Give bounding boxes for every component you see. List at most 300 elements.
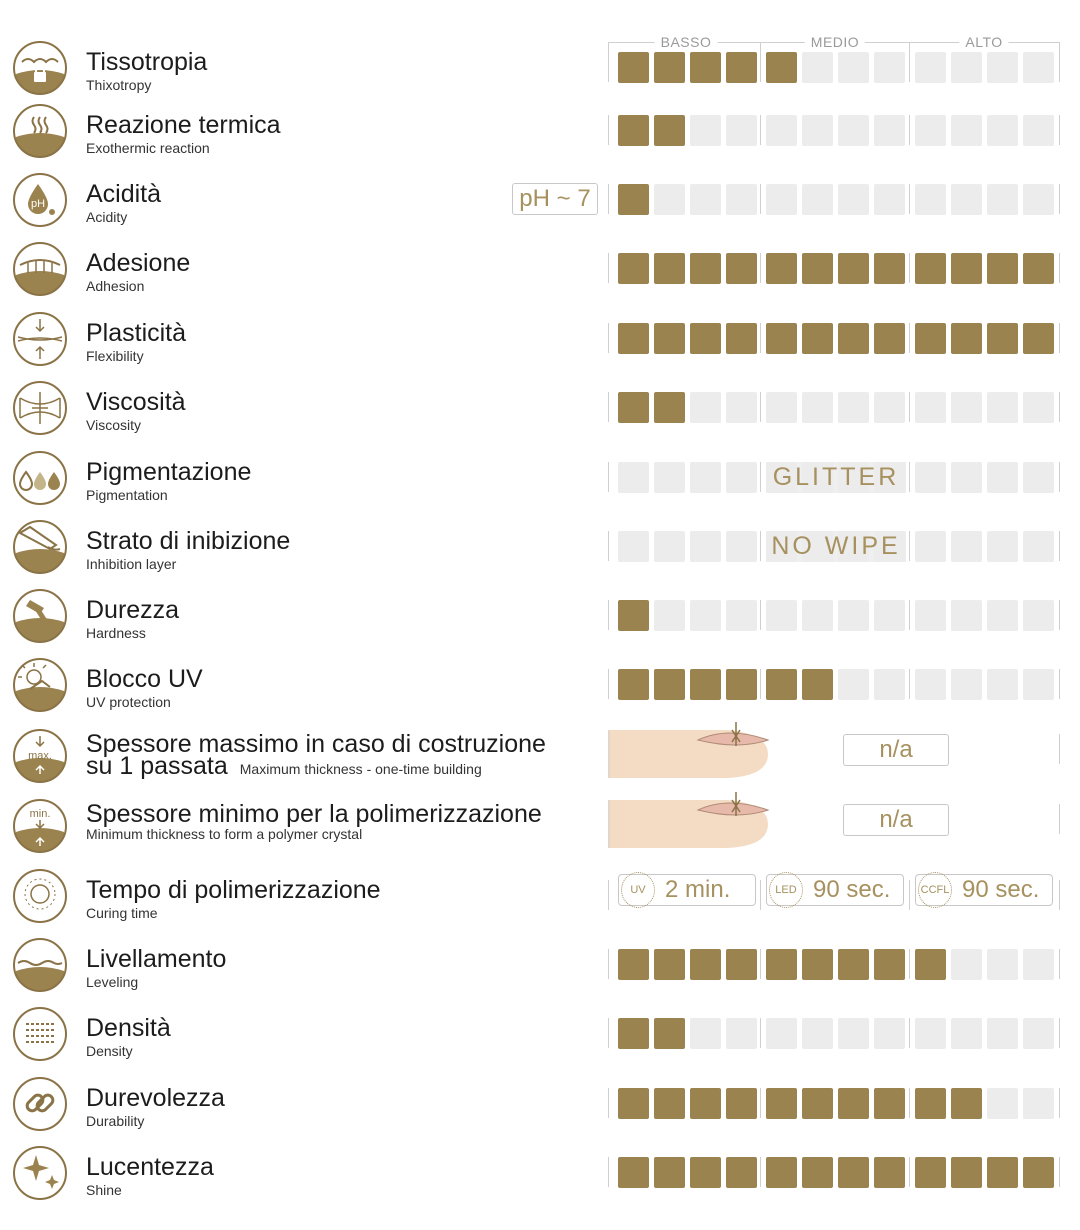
curing-box-ccfl xyxy=(915,874,1053,906)
scale-divider xyxy=(760,52,761,82)
scale-divider xyxy=(608,1018,609,1048)
scale-square xyxy=(766,600,797,631)
property-title: Pigmentazione xyxy=(86,458,252,486)
min-thickness-icon xyxy=(12,798,68,854)
flex-arrows-icon xyxy=(12,311,68,367)
property-title: Blocco UV xyxy=(86,665,203,693)
property-title: Livellamento xyxy=(86,945,227,973)
property-subtitle: Curing time xyxy=(86,905,158,921)
scale-divider xyxy=(1059,1157,1060,1187)
scale-square xyxy=(874,1018,905,1049)
scale-divider xyxy=(608,531,609,561)
scale-square xyxy=(838,184,869,215)
rating-scale xyxy=(608,582,1060,651)
scale-divider xyxy=(608,184,609,214)
property-subtitle: Exothermic reaction xyxy=(86,140,210,156)
scale-square xyxy=(915,52,946,83)
curing-time: 90 sec. xyxy=(962,876,1040,903)
brush-layer-icon xyxy=(12,519,68,575)
scale-square xyxy=(654,669,685,700)
scale-divider xyxy=(909,669,910,699)
scale-square xyxy=(766,184,797,215)
scale-square xyxy=(987,115,1018,146)
scale-square xyxy=(618,52,649,83)
scale-divider xyxy=(760,1088,761,1118)
scale-divider xyxy=(1059,734,1060,764)
scale-square xyxy=(654,115,685,146)
scale-square xyxy=(838,1088,869,1119)
property-row-spessore-min xyxy=(0,792,1080,861)
property-subtitle: Thixotropy xyxy=(86,77,152,93)
property-row-acidita xyxy=(0,166,1080,235)
scale-square xyxy=(726,600,757,631)
scale-square xyxy=(951,600,982,631)
property-row-densita xyxy=(0,1000,1080,1069)
scale-square xyxy=(1023,184,1054,215)
scale-square xyxy=(1023,462,1054,493)
scale-square xyxy=(618,1157,649,1188)
scale-square xyxy=(951,184,982,215)
scale-square xyxy=(618,531,649,562)
scale-divider xyxy=(1059,669,1060,699)
scale-square xyxy=(766,1088,797,1119)
scale-divider xyxy=(760,669,761,699)
scale-square xyxy=(987,323,1018,354)
svg-text:pH: pH xyxy=(30,198,46,210)
curing-time: 2 min. xyxy=(665,876,731,903)
property-title xyxy=(86,730,546,780)
property-row-durezza xyxy=(0,582,1080,651)
scale-square xyxy=(874,949,905,980)
scale-square xyxy=(951,462,982,493)
lamp-icon xyxy=(12,868,68,924)
rating-scale xyxy=(608,651,1060,720)
scale-divider xyxy=(760,531,761,561)
uv-lamp-icon: UV xyxy=(621,872,655,908)
property-subtitle: Minimum thickness to form a polymer crystal xyxy=(86,826,363,842)
scale-divider xyxy=(909,531,910,561)
scale-square xyxy=(690,392,721,423)
property-row-reazione xyxy=(0,97,1080,166)
density-lines-icon xyxy=(12,1006,68,1062)
scale-square xyxy=(1023,1088,1054,1119)
property-subtitle: Viscosity xyxy=(86,417,141,433)
scale-square xyxy=(618,115,649,146)
property-row-spessore-max xyxy=(0,722,1080,791)
scale-square xyxy=(874,392,905,423)
scale-divider xyxy=(760,184,761,214)
scale-divider xyxy=(909,115,910,145)
scale-square xyxy=(726,52,757,83)
scale-divider xyxy=(1059,880,1060,910)
scale-divider xyxy=(760,323,761,353)
scale-divider xyxy=(608,1088,609,1118)
sun-shield-icon xyxy=(12,657,68,713)
ph-drop-icon xyxy=(12,172,68,228)
property-subtitle: Adhesion xyxy=(86,278,145,294)
scale-square xyxy=(618,462,649,493)
adhesion-arrows-icon xyxy=(12,241,68,297)
scale-square xyxy=(654,323,685,354)
scale-square xyxy=(1023,115,1054,146)
scale-square xyxy=(726,184,757,215)
property-title-line1: Spessore massimo in caso di costruzione xyxy=(86,730,546,758)
scale-square xyxy=(726,1088,757,1119)
property-subtitle: Acidity xyxy=(86,209,128,225)
nail-illustration xyxy=(608,722,778,782)
property-subtitle: Inhibition layer xyxy=(86,556,177,572)
scale-square xyxy=(618,949,649,980)
scale-divider xyxy=(608,52,609,82)
rating-scale xyxy=(608,1000,1060,1069)
scale-square xyxy=(654,462,685,493)
scale-square xyxy=(690,669,721,700)
scale-square xyxy=(802,1088,833,1119)
rating-scale xyxy=(608,1070,1060,1139)
rating-scale xyxy=(608,513,1060,582)
property-row-tissotropia xyxy=(0,34,1080,103)
scale-square xyxy=(726,115,757,146)
scale-divider xyxy=(608,600,609,630)
scale-divider xyxy=(909,52,910,82)
scale-divider xyxy=(1059,531,1060,561)
scale-square xyxy=(802,669,833,700)
scale-divider xyxy=(760,253,761,283)
scale-square xyxy=(987,392,1018,423)
scale-square xyxy=(838,52,869,83)
scale-square xyxy=(874,600,905,631)
scale-square xyxy=(766,949,797,980)
scale-square xyxy=(726,392,757,423)
scale-divider xyxy=(608,669,609,699)
scale-square xyxy=(690,323,721,354)
scale-divider xyxy=(909,392,910,422)
header-label-high: ALTO xyxy=(959,34,1008,50)
property-title: Reazione termica xyxy=(86,111,281,139)
scale-square xyxy=(987,949,1018,980)
scale-divider xyxy=(909,462,910,492)
scale-square xyxy=(802,392,833,423)
scale-square xyxy=(915,1088,946,1119)
scale-square xyxy=(726,949,757,980)
property-title: Adesione xyxy=(86,249,191,277)
chain-link-icon xyxy=(12,1076,68,1132)
scale-square xyxy=(1023,600,1054,631)
property-row-strato xyxy=(0,513,1080,582)
scale-square xyxy=(915,392,946,423)
scale-square xyxy=(766,669,797,700)
level-surface-icon xyxy=(12,937,68,993)
scale-square xyxy=(1023,253,1054,284)
scale-square xyxy=(690,949,721,980)
value-box: n/a xyxy=(843,804,949,836)
lock-icon xyxy=(12,40,68,96)
property-row-lucentezza xyxy=(0,1139,1080,1208)
scale-square xyxy=(726,323,757,354)
scale-divider xyxy=(760,600,761,630)
rating-scale xyxy=(608,305,1060,374)
sparkle-icon xyxy=(12,1145,68,1201)
scale-divider xyxy=(760,392,761,422)
scale-square xyxy=(618,600,649,631)
scale-square xyxy=(1023,669,1054,700)
scale-square xyxy=(915,949,946,980)
property-title: Plasticità xyxy=(86,319,187,347)
property-title-line2-text: su 1 passata xyxy=(86,752,228,780)
scale-square xyxy=(987,1018,1018,1049)
scale-square xyxy=(618,392,649,423)
scale-square xyxy=(915,531,946,562)
scale-divider xyxy=(909,1157,910,1187)
scale-square xyxy=(726,531,757,562)
scale-square xyxy=(690,1157,721,1188)
property-title: Tissotropia xyxy=(86,48,208,76)
scale-square xyxy=(987,1088,1018,1119)
scale-divider xyxy=(608,880,609,910)
scale-square xyxy=(802,600,833,631)
rating-scale xyxy=(608,931,1060,1000)
scale-square xyxy=(987,462,1018,493)
property-subtitle: Hardness xyxy=(86,625,146,641)
scale-square xyxy=(874,115,905,146)
header-label-medium: MEDIO xyxy=(805,34,865,50)
scale-square xyxy=(654,531,685,562)
scale-square xyxy=(654,1157,685,1188)
scale-square xyxy=(654,392,685,423)
scale-square xyxy=(654,184,685,215)
scale-square xyxy=(802,52,833,83)
property-title: Durevolezza xyxy=(86,1084,225,1112)
scale-square xyxy=(802,1157,833,1188)
property-subtitle: Flexibility xyxy=(86,348,144,364)
scale-divider xyxy=(1059,949,1060,979)
scale-divider xyxy=(608,115,609,145)
scale-square xyxy=(874,52,905,83)
scale-square xyxy=(915,600,946,631)
property-title: Densità xyxy=(86,1014,171,1042)
property-subtitle: Leveling xyxy=(86,974,139,990)
scale-square xyxy=(654,1018,685,1049)
nail-illustration xyxy=(608,792,778,852)
scale-divider xyxy=(608,462,609,492)
hammer-icon xyxy=(12,588,68,644)
scale-square xyxy=(766,115,797,146)
property-row-livellamento xyxy=(0,931,1080,1000)
scale-square xyxy=(951,52,982,83)
scale-square xyxy=(951,1018,982,1049)
rating-scale xyxy=(608,444,1060,513)
property-title: Tempo di polimerizzazione xyxy=(86,876,381,904)
property-subtitle: Maximum thickness - one-time building xyxy=(239,761,482,777)
scale-square xyxy=(690,531,721,562)
scale-square xyxy=(1023,323,1054,354)
scale-square xyxy=(618,1088,649,1119)
property-row-pigmentazione xyxy=(0,444,1080,513)
scale-divider xyxy=(909,184,910,214)
ccfl-lamp-icon: CCFL xyxy=(918,872,952,908)
scale-square xyxy=(690,52,721,83)
scale-square xyxy=(951,115,982,146)
scale-divider xyxy=(1059,600,1060,630)
scale-divider xyxy=(909,323,910,353)
scale-square xyxy=(690,115,721,146)
scale-square xyxy=(802,253,833,284)
scale-square xyxy=(802,1018,833,1049)
scale-square xyxy=(987,669,1018,700)
scale-square xyxy=(915,323,946,354)
scale-square xyxy=(654,949,685,980)
scale-divider xyxy=(760,462,761,492)
scale-divider xyxy=(909,1018,910,1048)
scale-square xyxy=(690,1018,721,1049)
rating-scale xyxy=(608,235,1060,304)
scale-square xyxy=(915,1157,946,1188)
scale-square xyxy=(654,253,685,284)
scale-square xyxy=(1023,392,1054,423)
scale-square xyxy=(951,949,982,980)
property-subtitle: Pigmentation xyxy=(86,487,168,503)
scale-divider xyxy=(909,600,910,630)
scale-square xyxy=(838,115,869,146)
scale-square xyxy=(1023,1157,1054,1188)
scale-square xyxy=(874,1157,905,1188)
scale-square xyxy=(766,392,797,423)
ph-badge: pH ~ 7 xyxy=(512,183,598,215)
rating-scale xyxy=(608,97,1060,166)
led-lamp-icon: LED xyxy=(769,872,803,908)
property-row-adesione xyxy=(0,235,1080,304)
property-row-viscosita xyxy=(0,374,1080,443)
scale-square xyxy=(951,669,982,700)
scale-square xyxy=(766,52,797,83)
scale-square xyxy=(802,184,833,215)
scale-square xyxy=(915,669,946,700)
scale-divider xyxy=(760,949,761,979)
scale-square xyxy=(654,600,685,631)
scale-divider xyxy=(760,1157,761,1187)
scale-square xyxy=(987,531,1018,562)
scale-square xyxy=(915,115,946,146)
scale-square xyxy=(951,1157,982,1188)
property-subtitle: Density xyxy=(86,1043,133,1059)
scale-square xyxy=(838,253,869,284)
scale-square xyxy=(874,323,905,354)
scale-square xyxy=(802,115,833,146)
curing-box-led xyxy=(766,874,904,906)
property-row-plasticita xyxy=(0,305,1080,374)
heat-waves-icon xyxy=(12,103,68,159)
scale-square xyxy=(951,253,982,284)
scale-divider xyxy=(1059,115,1060,145)
scale-divider xyxy=(1059,253,1060,283)
scale-divider xyxy=(909,949,910,979)
scale-square xyxy=(874,1088,905,1119)
svg-text:max.: max. xyxy=(28,750,52,762)
scale-square xyxy=(838,949,869,980)
scale-divider xyxy=(608,1157,609,1187)
property-title: Strato di inibizione xyxy=(86,527,291,555)
scale-square xyxy=(802,323,833,354)
scale-square xyxy=(838,600,869,631)
scale-divider xyxy=(1059,804,1060,834)
scale-square xyxy=(838,1018,869,1049)
scale-square xyxy=(987,52,1018,83)
property-title xyxy=(86,800,542,843)
scale-square xyxy=(726,1018,757,1049)
scale-square xyxy=(951,1088,982,1119)
property-title: Lucentezza xyxy=(86,1153,214,1181)
scale-square xyxy=(618,669,649,700)
curing-times xyxy=(608,862,1060,931)
scale-square xyxy=(838,1157,869,1188)
scale-square xyxy=(690,462,721,493)
property-title: Acidità xyxy=(86,180,162,208)
scale-square xyxy=(726,462,757,493)
scale-divider xyxy=(909,253,910,283)
scale-square xyxy=(987,184,1018,215)
scale-divider xyxy=(909,1088,910,1118)
scale-divider xyxy=(909,880,910,910)
scale-square xyxy=(987,253,1018,284)
scale-square xyxy=(915,184,946,215)
scale-square xyxy=(1023,52,1054,83)
scale-square xyxy=(690,600,721,631)
scale-square xyxy=(690,253,721,284)
rating-scale xyxy=(608,374,1060,443)
scale-square xyxy=(766,253,797,284)
header-label-low: BASSO xyxy=(655,34,718,50)
scale-square xyxy=(690,184,721,215)
scale-square xyxy=(951,323,982,354)
scale-divider xyxy=(1059,1088,1060,1118)
scale-square xyxy=(726,1157,757,1188)
scale-divider xyxy=(1059,1018,1060,1048)
scale-divider xyxy=(608,253,609,283)
scale-divider xyxy=(760,1018,761,1048)
scale-square xyxy=(654,52,685,83)
scale-square xyxy=(915,1018,946,1049)
scale-divider xyxy=(608,949,609,979)
property-subtitle: UV protection xyxy=(86,694,171,710)
scale-square xyxy=(874,253,905,284)
rating-overlay-label: NO WIPE xyxy=(766,531,906,562)
property-title: Viscosità xyxy=(86,388,186,416)
max-thickness-icon xyxy=(12,728,68,784)
scale-square xyxy=(766,1157,797,1188)
property-subtitle: Durability xyxy=(86,1113,145,1129)
scale-divider xyxy=(760,880,761,910)
scale-square xyxy=(618,1018,649,1049)
property-title-line2 xyxy=(86,752,546,780)
scale-square xyxy=(874,184,905,215)
property-title: Durezza xyxy=(86,596,180,624)
scale-square xyxy=(1023,949,1054,980)
scale-square xyxy=(618,323,649,354)
scale-square xyxy=(838,323,869,354)
scale-divider xyxy=(1059,184,1060,214)
scale-square xyxy=(802,949,833,980)
property-row-blocco xyxy=(0,651,1080,720)
scale-divider xyxy=(1059,52,1060,82)
drops-icon xyxy=(12,450,68,506)
scale-square xyxy=(618,253,649,284)
scale-square xyxy=(987,600,1018,631)
scale-divider xyxy=(760,115,761,145)
scale-divider xyxy=(608,323,609,353)
scale-square xyxy=(690,1088,721,1119)
scale-square xyxy=(915,253,946,284)
scale-square xyxy=(838,669,869,700)
